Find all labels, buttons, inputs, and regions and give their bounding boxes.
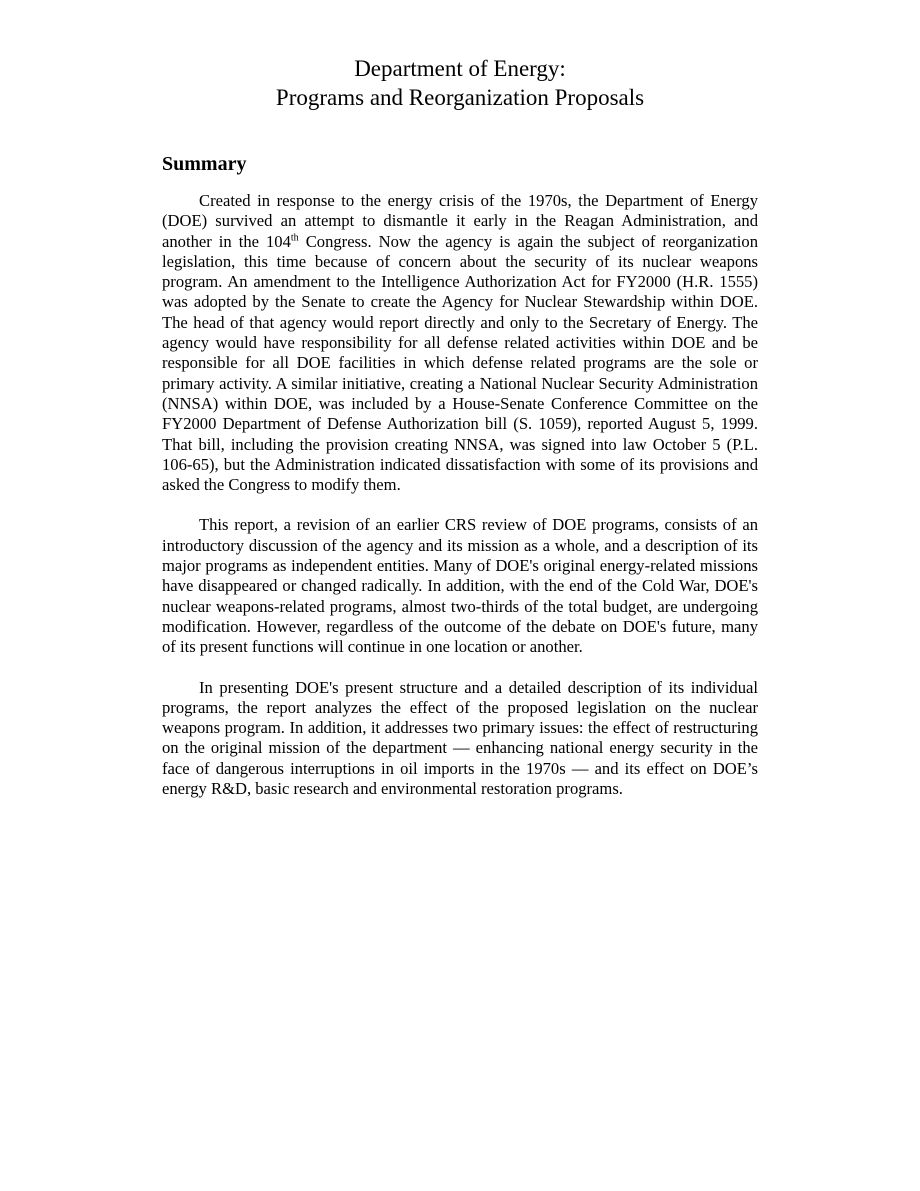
summary-heading: Summary [162,153,247,175]
paragraph-1-text-a: Created in response to the energy crisis of the 1970s, the Department of Energy (DOE) survived an attempt to dismantle it early in the Reagan Administration, and another in the 104 [162,191,758,251]
ordinal-superscript: th [290,232,299,244]
title-line-2: Programs and Reorganization Proposals [275,85,645,110]
summary-paragraph-3: In presenting DOE's present structure and a detailed description of its individual programs, the report analyzes the effect of the proposed legislation on the nuclear weapons program. In addition, it addresses two primary issues: the effect of restructuring on the original mission of the department — enhancing national energy security in the face of dangerous interruptions in oil imports in the 1970s — and its effect on DOE’s energy R&D, basic research and environmental restoration programs. [162,677,758,799]
document-title [162,54,758,112]
paragraph-1-text-b: Congress. Now the agency is again the subject of reorganization legislation, this time because of concern about the security of its nuclear weapons program. An amendment to the Intelligence Authorization Act for FY2000 (H.R. 1555) was adopted by the Senate to create the Agency for Nuclear Stewardship within DOE. The head of that agency would report directly and only to the Secretary of Energy. The agency would have responsibility for all defense related activities within DOE and be responsible for all DOE facilities in which defense related programs are the sole or primary activity. A similar initiative, creating a National Nuclear Security Administration (NNSA) within DOE, was included by a House-Senate Conference Committee on the FY2000 Department of Defense Authorization bill (S. 1059), reported August 5, 1999. That bill, including the provision creating NNSA, was signed into law October 5 (P.L. 106-65), but the Administration indicated dissatisfaction with some of its provisions and asked the Congress to modify them. [162,231,758,495]
title-line-1: Department of Energy: [354,56,566,81]
document-page [162,54,758,799]
summary-paragraph-2: This report, a revision of an earlier CRS review of DOE programs, consists of an introductory discussion of the agency and its mission as a whole, and a description of its major programs as independent entities. Many of DOE's original energy-related missions have disappeared or changed radically. In addition, with the end of the Cold War, DOE's nuclear weapons-related programs, almost two-thirds of the total budget, are undergoing modification. However, regardless of the outcome of the debate on DOE's future, many of its present functions will continue in one location or another. [162,515,758,657]
summary-paragraph-1 [162,191,758,495]
